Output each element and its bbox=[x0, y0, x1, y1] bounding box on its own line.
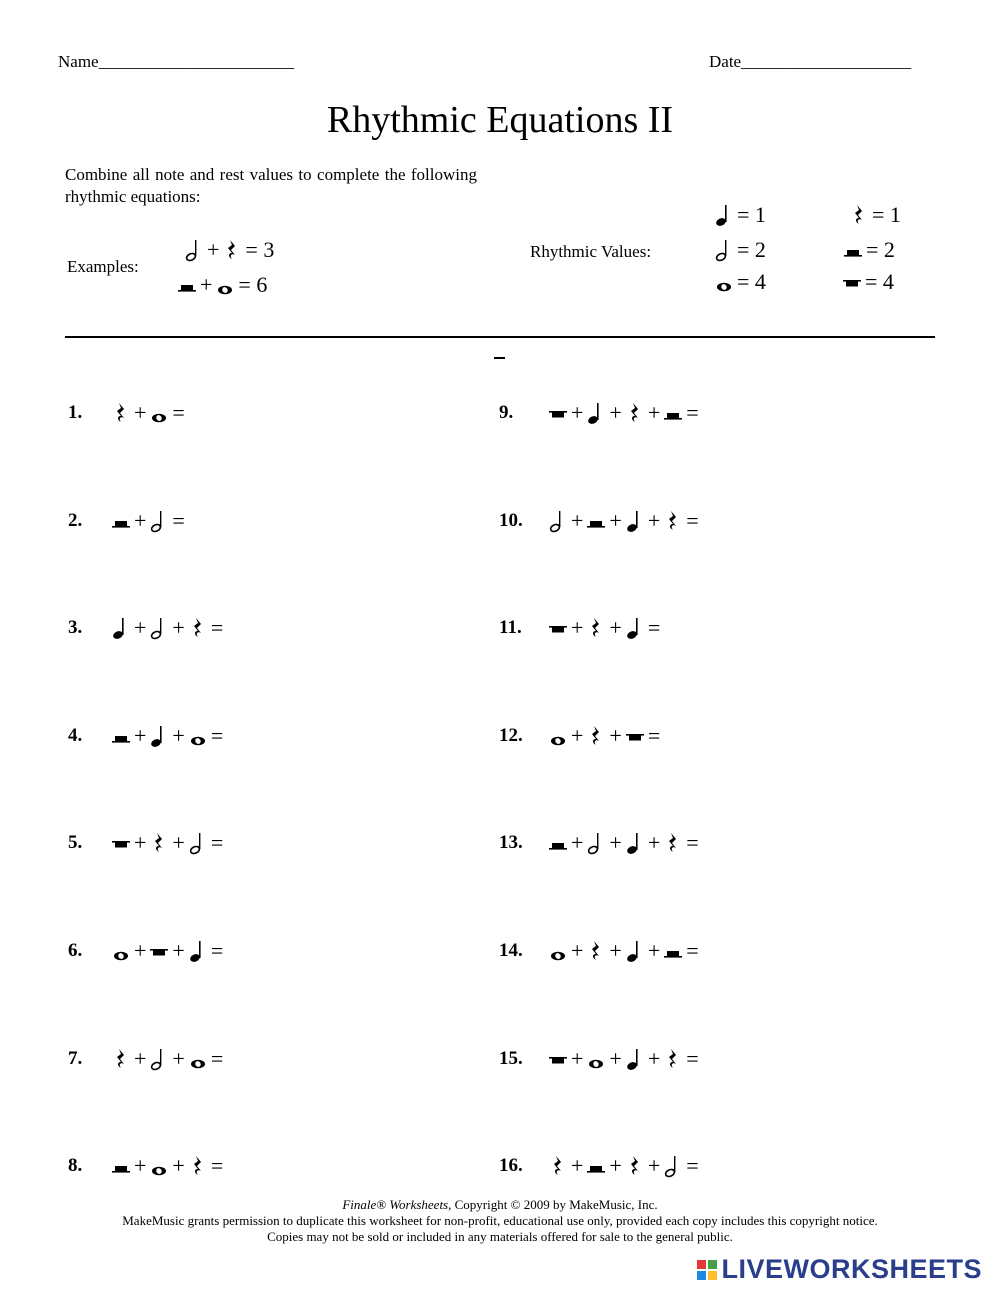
logo-cube bbox=[697, 1260, 706, 1269]
equals-sign: = bbox=[172, 400, 185, 425]
problem-number: 15. bbox=[499, 1047, 523, 1069]
quarter-icon bbox=[587, 401, 605, 425]
problem-3 bbox=[68, 615, 227, 641]
problem-number: 11. bbox=[499, 617, 522, 639]
plus-sign: + bbox=[609, 938, 622, 963]
problem-14 bbox=[499, 938, 703, 964]
quarter-rest-icon bbox=[587, 724, 605, 748]
whole-icon bbox=[189, 1047, 207, 1071]
plus-sign: + bbox=[134, 400, 147, 425]
plus-sign: + bbox=[207, 237, 220, 262]
half-rest-icon bbox=[844, 238, 862, 262]
equals-sign: = bbox=[647, 615, 661, 641]
quarter-rest-icon bbox=[189, 1154, 207, 1178]
plus-sign: + bbox=[571, 507, 584, 533]
problem-number: 16. bbox=[499, 1155, 523, 1177]
plus-sign: + bbox=[200, 272, 213, 297]
value-item bbox=[850, 202, 905, 228]
plus-sign: + bbox=[172, 1153, 185, 1179]
problem-6 bbox=[68, 938, 227, 964]
plus-sign: + bbox=[172, 1045, 185, 1071]
value-text: = 4 bbox=[737, 269, 766, 294]
half-rest-icon bbox=[664, 401, 682, 425]
half-icon bbox=[150, 1047, 168, 1071]
problem-number: 5. bbox=[68, 832, 83, 854]
value-text: = 2 bbox=[866, 237, 895, 262]
logo-cube bbox=[708, 1271, 717, 1280]
whole-rest-icon bbox=[549, 401, 567, 425]
equals-sign: = bbox=[210, 1045, 224, 1071]
quarter-icon bbox=[112, 616, 130, 640]
logo-text: LIVEWORKSHEETS bbox=[721, 1254, 982, 1284]
plus-sign: + bbox=[571, 938, 584, 963]
plus-sign: + bbox=[609, 722, 622, 748]
quarter-icon bbox=[150, 724, 168, 748]
examples-label: Examples: bbox=[67, 257, 139, 276]
quarter-rest-icon bbox=[549, 1154, 567, 1178]
example-equation-1 bbox=[185, 237, 278, 263]
whole-icon bbox=[112, 939, 130, 963]
problem-7 bbox=[68, 1046, 227, 1072]
problem-16 bbox=[499, 1153, 703, 1179]
value-text: = 1 bbox=[872, 202, 901, 227]
quarter-icon bbox=[715, 203, 733, 227]
whole-icon bbox=[150, 1154, 168, 1178]
half-rest-icon bbox=[112, 724, 130, 748]
example-equation-2 bbox=[178, 272, 271, 298]
half-rest-icon bbox=[112, 509, 130, 533]
equals-sign: = bbox=[686, 830, 699, 856]
footer-permission: MakeMusic grants permission to duplicate this worksheet for non-profit, educational use only, provided each copy includes this copyright notice. bbox=[122, 1213, 878, 1228]
half-icon bbox=[587, 831, 605, 855]
whole-rest-icon bbox=[112, 831, 130, 855]
whole-rest-icon bbox=[549, 616, 567, 640]
quarter-rest-icon bbox=[850, 203, 868, 227]
plus-sign: + bbox=[609, 1045, 622, 1071]
whole-icon bbox=[189, 724, 207, 748]
equals-sign: = bbox=[210, 1153, 224, 1179]
liveworksheets-logo bbox=[697, 1254, 982, 1285]
plus-sign: + bbox=[609, 615, 622, 641]
value-text: = 4 bbox=[865, 269, 894, 294]
quarter-rest-icon bbox=[587, 939, 605, 963]
half-icon bbox=[150, 509, 168, 533]
plus-sign: + bbox=[172, 938, 185, 963]
quarter-rest-icon bbox=[587, 616, 605, 640]
problem-2 bbox=[68, 508, 189, 534]
whole-rest-icon bbox=[626, 724, 644, 748]
problem-number: 12. bbox=[499, 724, 523, 746]
plus-sign: + bbox=[609, 507, 622, 533]
quarter-rest-icon bbox=[189, 616, 207, 640]
plus-sign: + bbox=[134, 938, 147, 963]
plus-sign: + bbox=[571, 722, 584, 748]
plus-sign: + bbox=[172, 722, 185, 748]
date-field-label: Date____________________ bbox=[709, 52, 912, 71]
plus-sign: + bbox=[571, 830, 584, 856]
equals-sign: = bbox=[686, 507, 699, 533]
plus-sign: + bbox=[571, 400, 584, 425]
footer-restriction: Copies may not be sold or included in any materials offered for sale to the general public. bbox=[267, 1229, 733, 1244]
plus-sign: + bbox=[647, 1045, 661, 1071]
plus-sign: + bbox=[134, 615, 147, 641]
logo-cube bbox=[708, 1260, 717, 1269]
quarter-rest-icon bbox=[664, 831, 682, 855]
quarter-rest-icon bbox=[112, 401, 130, 425]
quarter-icon bbox=[189, 939, 207, 963]
problem-number: 8. bbox=[68, 1155, 83, 1177]
problem-number: 14. bbox=[499, 940, 523, 961]
quarter-rest-icon bbox=[626, 1154, 644, 1178]
problem-number: 2. bbox=[68, 509, 83, 531]
section-divider bbox=[65, 336, 935, 338]
rhythmic-values-label: Rhythmic Values: bbox=[530, 242, 652, 261]
problem-number: 9. bbox=[499, 402, 514, 423]
whole-rest-icon bbox=[150, 939, 168, 963]
divider-dash bbox=[494, 357, 505, 359]
plus-sign: + bbox=[647, 507, 661, 533]
plus-sign: + bbox=[571, 1045, 584, 1071]
equals-sign: = 6 bbox=[238, 272, 268, 297]
problem-9 bbox=[499, 400, 703, 426]
half-icon bbox=[715, 238, 733, 262]
plus-sign: + bbox=[172, 830, 185, 856]
quarter-rest-icon bbox=[223, 238, 241, 262]
footer-copyright bbox=[0, 1197, 1000, 1213]
problem-number: 7. bbox=[68, 1047, 83, 1069]
half-rest-icon bbox=[549, 831, 567, 855]
plus-sign: + bbox=[134, 1045, 147, 1071]
problem-4 bbox=[68, 723, 227, 749]
problem-number: 3. bbox=[68, 617, 83, 639]
whole-icon bbox=[150, 401, 168, 425]
problem-10 bbox=[499, 508, 703, 534]
plus-sign: + bbox=[647, 1153, 661, 1179]
half-icon bbox=[189, 831, 207, 855]
quarter-icon bbox=[626, 831, 644, 855]
plus-sign: + bbox=[647, 400, 661, 425]
equals-sign: = 3 bbox=[245, 237, 275, 262]
footer-product: Finale® Worksheets bbox=[342, 1197, 449, 1212]
plus-sign: + bbox=[134, 507, 147, 533]
problem-number: 13. bbox=[499, 832, 523, 854]
whole-rest-icon bbox=[843, 270, 861, 294]
equals-sign: = bbox=[210, 938, 224, 963]
problem-12 bbox=[499, 723, 664, 749]
quarter-rest-icon bbox=[150, 831, 168, 855]
quarter-rest-icon bbox=[112, 1047, 130, 1071]
quarter-icon bbox=[626, 509, 644, 533]
problem-8 bbox=[68, 1153, 227, 1179]
page-title: Rhythmic Equations II bbox=[326, 99, 674, 141]
plus-sign: + bbox=[134, 1153, 147, 1179]
instructions: Combine all note and rest values to complete the following rhythmic equations: bbox=[65, 165, 477, 206]
value-item bbox=[715, 202, 770, 228]
whole-rest-icon bbox=[549, 1047, 567, 1071]
problem-5 bbox=[68, 830, 227, 856]
half-rest-icon bbox=[587, 509, 605, 533]
plus-sign: + bbox=[571, 1153, 584, 1179]
equals-sign: = bbox=[686, 1153, 699, 1179]
logo-cubes-icon bbox=[697, 1260, 717, 1280]
footer-copyright-text: , Copyright © 2009 by MakeMusic, Inc. bbox=[448, 1197, 658, 1212]
whole-icon bbox=[549, 724, 567, 748]
half-icon bbox=[185, 238, 203, 262]
plus-sign: + bbox=[609, 400, 622, 425]
value-text: = 2 bbox=[737, 237, 766, 262]
value-item bbox=[843, 269, 898, 295]
plus-sign: + bbox=[647, 938, 661, 963]
quarter-rest-icon bbox=[626, 401, 644, 425]
problem-number: 6. bbox=[68, 940, 83, 961]
half-rest-icon bbox=[112, 1154, 130, 1178]
half-icon bbox=[549, 509, 567, 533]
problem-11 bbox=[499, 615, 664, 641]
quarter-icon bbox=[626, 1047, 644, 1071]
plus-sign: + bbox=[571, 615, 584, 641]
name-field-label: Name_______________________ bbox=[58, 52, 295, 71]
quarter-icon bbox=[626, 939, 644, 963]
equals-sign: = bbox=[210, 722, 224, 748]
plus-sign: + bbox=[609, 830, 622, 856]
equals-sign: = bbox=[686, 1045, 699, 1071]
equals-sign: = bbox=[172, 507, 185, 533]
plus-sign: + bbox=[609, 1153, 622, 1179]
problem-15 bbox=[499, 1046, 703, 1072]
quarter-rest-icon bbox=[664, 509, 682, 533]
equals-sign: = bbox=[686, 938, 699, 963]
equals-sign: = bbox=[210, 615, 224, 641]
problem-1 bbox=[68, 400, 189, 426]
problem-number: 10. bbox=[499, 509, 523, 531]
value-item bbox=[844, 237, 899, 263]
plus-sign: + bbox=[647, 830, 661, 856]
whole-icon bbox=[587, 1047, 605, 1071]
problem-number: 4. bbox=[68, 724, 83, 746]
plus-sign: + bbox=[134, 830, 147, 856]
logo-cube bbox=[697, 1271, 706, 1280]
half-rest-icon bbox=[178, 273, 196, 297]
whole-icon bbox=[549, 939, 567, 963]
equals-sign: = bbox=[686, 400, 699, 425]
value-item bbox=[715, 269, 770, 295]
problem-13 bbox=[499, 830, 703, 856]
problem-number: 1. bbox=[68, 402, 83, 423]
equals-sign: = bbox=[647, 722, 661, 748]
plus-sign: + bbox=[172, 615, 185, 641]
half-rest-icon bbox=[587, 1154, 605, 1178]
quarter-icon bbox=[626, 616, 644, 640]
plus-sign: + bbox=[134, 722, 147, 748]
whole-icon bbox=[715, 270, 733, 294]
value-text: = 1 bbox=[737, 202, 766, 227]
half-icon bbox=[150, 616, 168, 640]
quarter-rest-icon bbox=[664, 1047, 682, 1071]
half-icon bbox=[664, 1154, 682, 1178]
half-rest-icon bbox=[664, 939, 682, 963]
equals-sign: = bbox=[210, 830, 224, 856]
whole-icon bbox=[216, 273, 234, 297]
value-item bbox=[715, 237, 770, 263]
